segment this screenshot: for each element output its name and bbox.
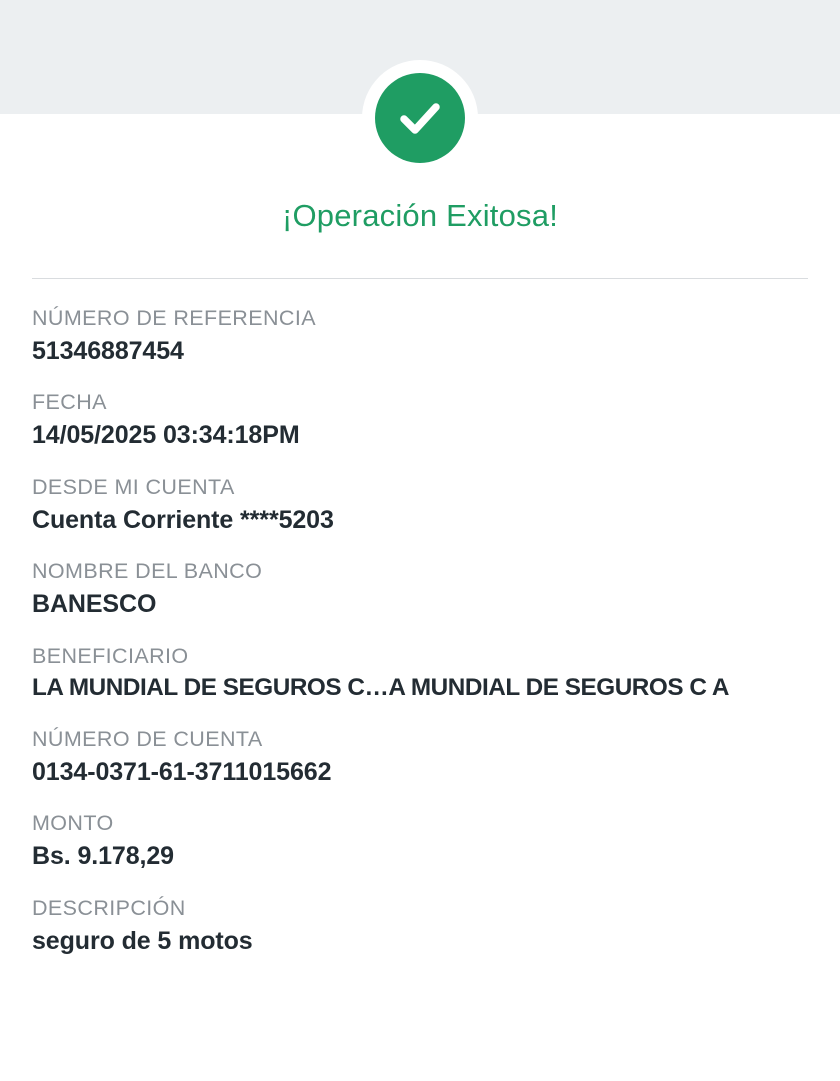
field-label: BENEFICIARIO xyxy=(32,643,189,668)
field-beneficiario xyxy=(32,643,808,704)
divider xyxy=(32,278,808,279)
check-circle-icon xyxy=(375,73,465,163)
field-descripcion xyxy=(32,895,808,957)
field-label: DESDE MI CUENTA xyxy=(32,474,235,499)
page-title: ¡Operación Exitosa! xyxy=(281,198,559,233)
field-label: NÚMERO DE REFERENCIA xyxy=(32,306,316,330)
field-value: BANESCO xyxy=(32,590,157,618)
field-value: 14/05/2025 03:34:18PM xyxy=(32,421,300,450)
field-value: Cuenta Corriente ****5203 xyxy=(32,505,334,534)
field-label: DESCRIPCIÓN xyxy=(32,895,186,920)
field-value: seguro de 5 motos xyxy=(32,926,253,955)
field-label: FECHA xyxy=(32,390,107,415)
field-value: 51346887454 xyxy=(32,336,184,365)
field-value: 0134-0371-61-3711015662 xyxy=(32,757,332,786)
field-label: NOMBRE DEL BANCO xyxy=(32,559,263,584)
field-nombre-del-banco xyxy=(32,558,808,620)
field-monto xyxy=(32,810,808,872)
field-numero-de-referencia xyxy=(32,305,808,367)
field-value: Bs. 9.178,29 xyxy=(32,842,174,871)
field-label: MONTO xyxy=(32,811,114,836)
receipt-content xyxy=(0,190,840,957)
field-numero-de-cuenta xyxy=(32,726,808,788)
field-label: NÚMERO DE CUENTA xyxy=(32,726,263,751)
receipt-field-list xyxy=(0,305,840,957)
success-badge xyxy=(362,60,478,176)
field-fecha xyxy=(32,389,808,451)
field-value: LA MUNDIAL DE SEGUROS C…A MUNDIAL DE SEGUROS C A xyxy=(32,674,729,702)
field-desde-mi-cuenta xyxy=(32,474,808,536)
